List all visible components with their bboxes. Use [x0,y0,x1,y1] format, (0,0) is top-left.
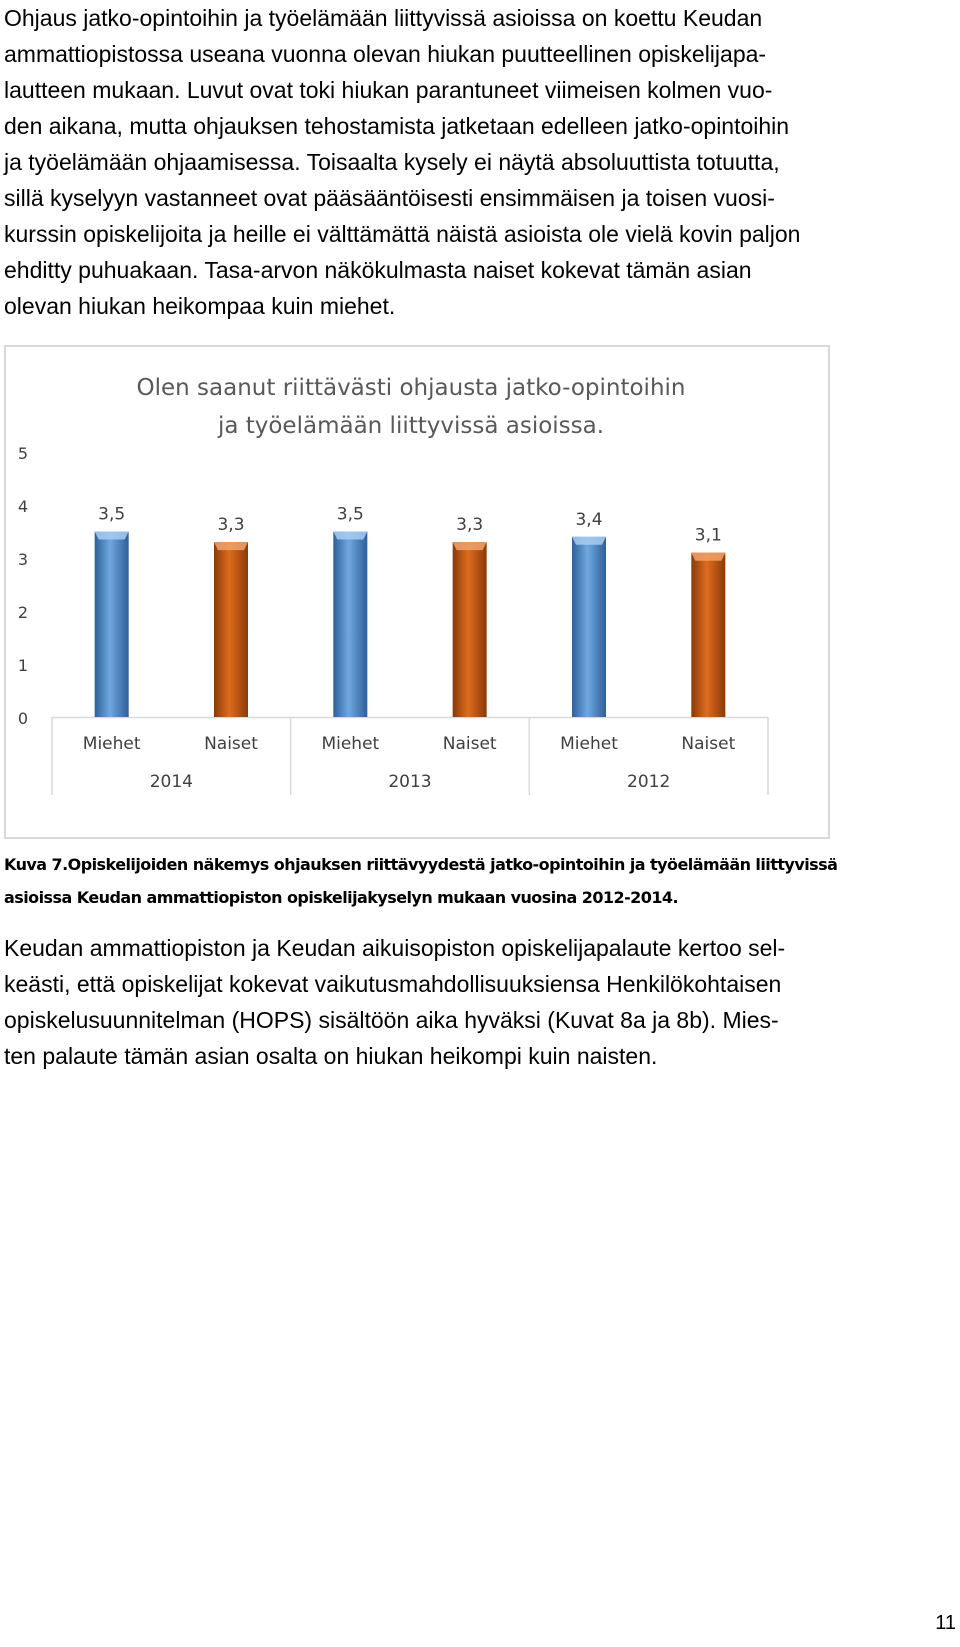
bar-value-label: 3,5 [98,504,126,525]
y-tick-label: 3 [17,550,29,569]
text-line: ehditty puhuakaan. Tasa-arvon näkökulmasta naiset kokevat tämän asian [4,257,752,283]
figure-caption [4,848,954,914]
bar-value-label: 3,5 [336,504,364,525]
text-line: lautteen mukaan. Luvut ovat toki hiukan parantuneet viimeisen kolmen vuo- [4,77,773,103]
bar-value-label: 3,4 [575,509,603,530]
category-label: Miehet [321,734,380,754]
text-line: Keudan ammattiopiston ja Keudan aikuisopiston opiskelijapalaute kertoo sel- [4,935,786,961]
caption-line: Kuva 7.Opiskelijoiden näkemys ohjauksen riittävyydestä jatko-opintoihin ja työelämään liittyvissä [4,855,838,874]
bar-bevel [691,553,725,561]
bar-value-label: 3,3 [456,515,484,536]
text-line: olevan hiukan heikompaa kuin miehet. [4,293,396,319]
bar-body [95,532,129,718]
bar-body [453,542,487,717]
y-tick-label: 1 [17,656,29,675]
caption-line: asioissa Keudan ammattiopiston opiskelijakyselyn mukaan vuosina 2012-2014. [4,888,679,907]
text-line: ammattiopistossa useana vuonna olevan hiukan puutteellinen opiskelijapa- [4,41,767,67]
bar-bevel [214,542,248,550]
bar-2012-miehet [572,537,606,717]
bar-body [333,532,367,718]
group-label: 2012 [627,772,671,792]
y-tick-label: 5 [17,444,29,463]
category-label: Miehet [82,734,141,754]
page-number: 11 [935,1612,956,1634]
plot-area [52,505,768,796]
text-line: kurssin opiskelijoita ja heille ei välttämättä näistä asioista ole vielä kovin paljon [4,221,801,247]
bar-bevel [95,532,129,540]
category-label: Naiset [204,734,258,754]
text-line: den aikana, mutta ohjauksen tehostamista jatketaan edelleen jatko-opintoihin [4,113,790,139]
bar-2014-naiset [214,542,248,717]
text-line: sillä kyselyyn vastanneet ovat pääsääntöisesti ensimmäisen ja toisen vuosi- [4,185,775,211]
bar-2013-miehet [333,532,367,718]
bar-bevel [572,537,606,545]
text-line: keästi, että opiskelijat kokevat vaikutusmahdollisuuksiensa Henkilökohtaisen [4,971,782,997]
bar-2013-naiset [453,542,487,717]
text-line: ten palaute tämän asian osalta on hiukan heikompi kuin naisten. [4,1043,658,1069]
chart-title-line-1: Olen saanut riittävästi ohjausta jatko-opintoihin [136,375,686,401]
category-label: Naiset [442,734,497,754]
group-label: 2013 [388,772,432,792]
bar-value-label: 3,3 [217,515,245,536]
bar-chart [4,345,830,839]
group-label: 2014 [149,772,193,792]
paragraph-intro [4,0,959,324]
y-tick-label: 0 [17,709,29,728]
y-tick-label: 2 [17,603,29,622]
category-label: Miehet [560,734,618,754]
text-line: ja työelämään ohjaamisessa. Toisaalta kysely ei näytä absoluuttista totuutta, [4,149,780,175]
y-tick-label: 4 [17,497,29,516]
y-axis [18,444,28,728]
chart-canvas [6,347,828,837]
chart-title-line-2: ja työelämään liittyvissä asioissa. [217,413,605,439]
bar-bevel [453,542,487,550]
text-line: Ohjaus jatko-opintoihin ja työelämään liittyvissä asioissa on koettu Keudan [4,5,763,31]
bar-body [572,537,606,717]
bar-bevel [333,532,367,540]
bar-2012-naiset [691,553,725,717]
bar-body [691,553,725,717]
text-line: opiskelusuunnitelman (HOPS) sisältöön aika hyväksi (Kuvat 8a ja 8b). Mies- [4,1007,779,1033]
paragraph-feedback [4,930,959,1074]
category-label: Naiset [681,734,736,754]
bar-2014-miehet [95,532,129,718]
bar-value-label: 3,1 [694,525,722,546]
bar-body [214,542,248,717]
